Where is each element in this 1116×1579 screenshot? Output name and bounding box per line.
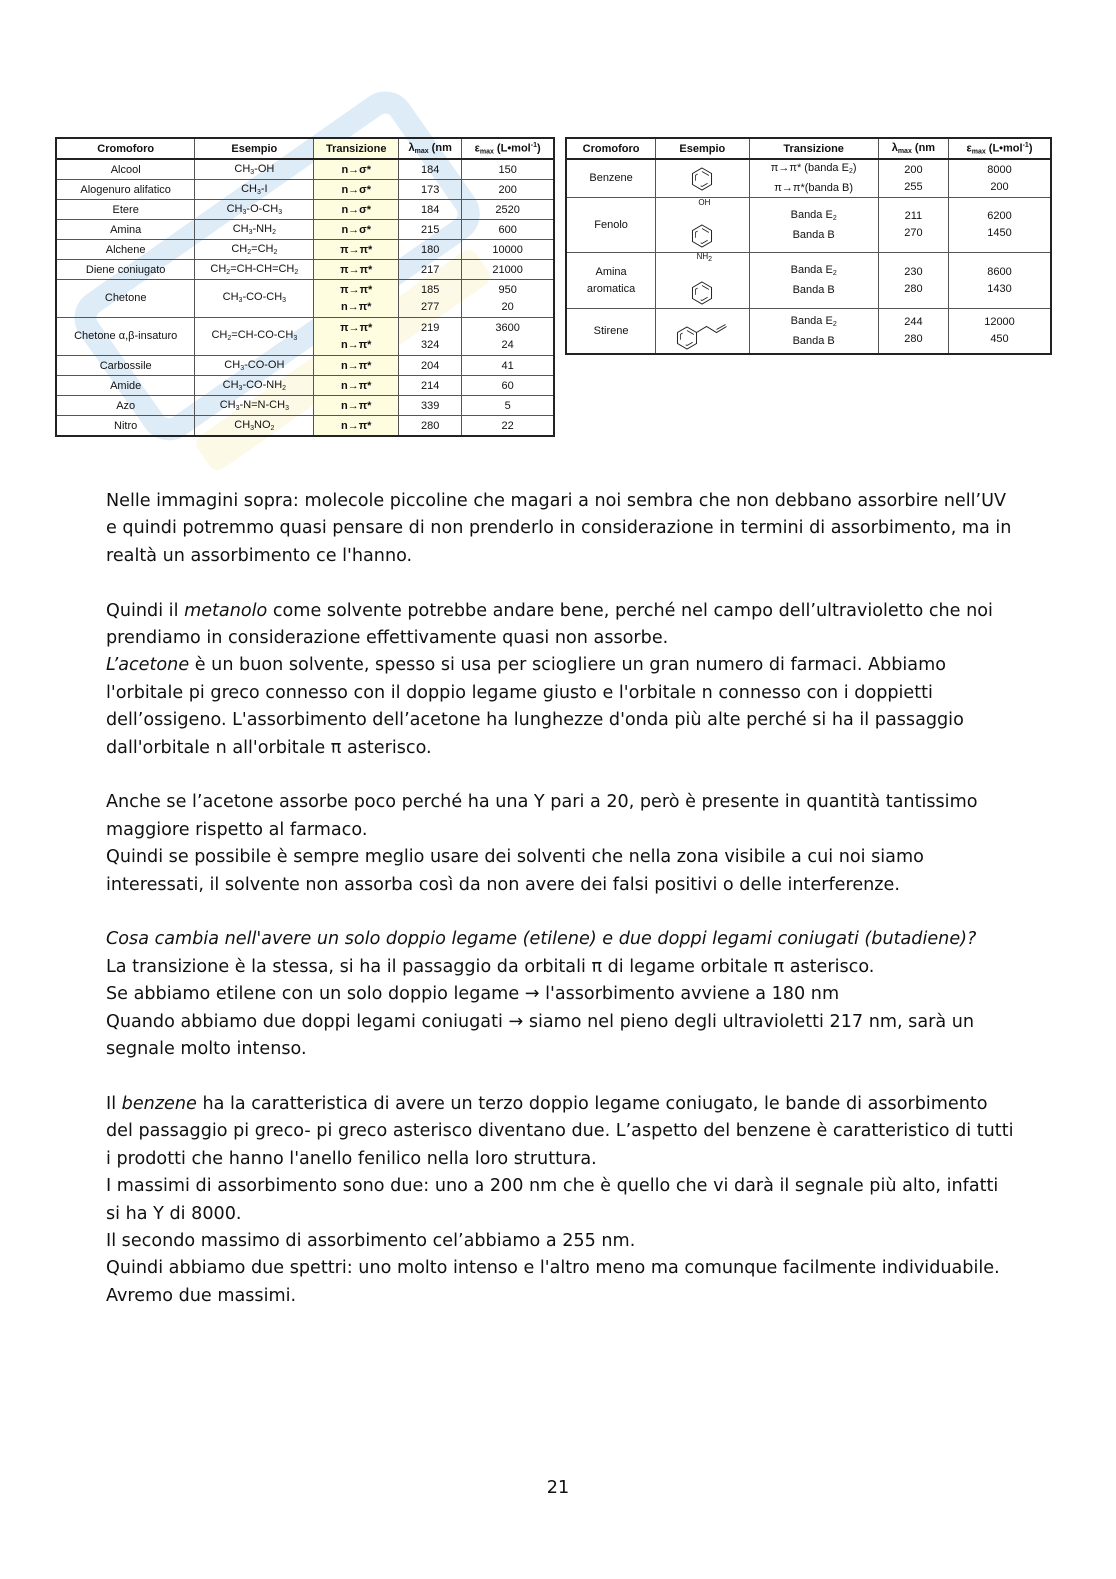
col-lambda: $\lambda_{max}$ (nm [399,138,462,159]
cell-lambda [399,240,462,260]
table-row [56,240,554,260]
question: Cosa cambia nell'avere un solo doppio legame (etilene) e due doppi legami coniugati (butadiene)? [106,929,977,950]
table-row [56,260,554,280]
cell-cromoforo [566,253,656,309]
paragraph: Anche se l’acetone assorbe poco perché ha una Y pari a 20, però è presente in quantità tantissimo maggiore rispetto al farmaco. [106,792,978,840]
cell-epsilon [462,180,554,200]
text: ha la caratteristica di avere un terzo doppio legame coniugato, le bande di assorbimento del passaggio pi greco- pi greco asterisco diventano due. L’aspetto del benzene è caratteristico di tutti i prodotti che hanno l'anello fenilico nella loro struttura. [106,1093,1014,1169]
cell-line: 600 [498,223,517,236]
table-row [56,220,554,240]
cell-line: 8600 [987,265,1012,278]
cell-epsilon [462,416,554,437]
cell-esempio: $CH_3-OH$ [195,159,314,180]
cell-cromoforo: Amide [56,376,195,396]
cell-line: Banda B [792,284,835,296]
paragraph [106,598,1016,653]
cell-line: Banda $E_2$ [790,264,837,277]
cell-line: 200 [990,180,1009,193]
cell-cromoforo: Etere [56,200,195,220]
cell-esempio: $CH_2=CH-CH=CH_2$ [195,260,314,280]
cell-cromoforo: Diene coniugato [56,260,195,280]
cell-line: 200 [904,163,923,176]
cell-epsilon [462,220,554,240]
cell-epsilon [462,159,554,180]
cell-transizione [314,159,399,180]
cell-line: n→π* [341,359,372,372]
cell-line: 5 [504,399,511,412]
cell-line: 280 [904,333,923,345]
cell-lambda [399,356,462,376]
cell-epsilon [462,260,554,280]
cell-line: 1430 [987,282,1012,295]
cell-epsilon [949,198,1052,253]
cell-esempio: $CH_3-NH_2$ [195,220,314,240]
cell-lambda [399,159,462,180]
page-number: 21 [546,1478,570,1498]
cell-lambda [399,200,462,220]
cell-epsilon [462,200,554,220]
cell-lambda [878,159,948,198]
table-row [56,416,554,437]
cell-cromoforo: Stirene [566,309,656,355]
emphasis: L’acetone [106,655,190,676]
paragraph [106,1091,1016,1173]
cell-line: 2520 [495,203,520,216]
table-header-row [566,138,1051,159]
benzene-ring-icon [687,264,717,308]
cell-esempio: $CH_2=CH-CO-CH_3$ [195,318,314,356]
cell-epsilon [462,280,554,318]
cell-line: 180 [420,243,440,256]
cell-transizione [314,396,399,416]
cell-line: 950 [498,283,517,296]
cell-line: 230 [904,265,923,278]
cell-esempio [656,253,749,309]
cell-esempio: $CH_3-CO-NH_2$ [195,376,314,396]
paragraph [106,652,1016,762]
cell-epsilon [949,253,1052,309]
cell-line: Banda $E_2$ [790,208,837,222]
cell-line: 211 [904,210,923,222]
cell-cromoforo: Alogenuro alifatico [56,180,195,200]
cell-line: π→π* [340,321,373,334]
cell-transizione [314,240,399,260]
aromatic-table [565,137,1052,355]
cell-line: 10000 [492,243,523,256]
cell-cromoforo: Alcool [56,159,195,180]
cell-line: π→π* (banda $E_2$) [770,162,857,175]
paragraph [106,926,1016,953]
paragraph: Quindi se possibile è sempre meglio usare dei solventi che nella zona visibile a cui noi siamo interessati, il solvente non assorba così da non avere dei falsi positivi o delle interferenze. [106,847,924,895]
cell-line: n→π* [341,300,372,313]
paragraph: I massimi di assorbimento sono due: uno a 200 nm che è quello che vi darà il segnale più alto, infatti si ha Y di 8000. [106,1176,999,1224]
cell-line: 24 [501,338,514,351]
table-row [56,396,554,416]
cell-esempio [656,309,749,355]
cell-cromoforo: Azo [56,396,195,416]
cell-line: 280 [904,282,923,295]
text: Se abbiamo etilene con un solo doppio legame [106,984,520,1005]
cell-line: 8000 [987,163,1012,176]
cell-line: π→π* [340,263,373,276]
cell-line: 219 [420,321,440,334]
cell-line: 280 [420,419,440,432]
paragraph: La transizione è la stessa, si ha il passaggio da orbitali π di legame orbitale π asterisco. [106,956,875,977]
cell-cromoforo: Amina [56,220,195,240]
cell-line: 184 [420,203,440,216]
benzene-ring-icon [672,309,732,353]
cell-transizione [314,220,399,240]
cell-lambda [878,198,948,253]
paragraph: Avremo due massimi. [106,1285,297,1306]
cell-line: n→π* [341,419,372,432]
cell-line: 324 [420,338,440,351]
cell-line: 215 [420,223,440,236]
cell-line: n→σ* [341,223,371,236]
cell-transizione [749,253,878,309]
cell-text: Amina aromatica [586,265,636,295]
cell-epsilon [462,318,554,356]
cell-esempio [656,159,749,198]
cell-cromoforo: Chetone [56,280,195,318]
cell-lambda [399,318,462,356]
arrow-icon: → [508,1011,524,1032]
cell-line: 214 [420,379,440,392]
cell-lambda [399,260,462,280]
cell-line: 204 [420,359,440,372]
cell-line: 21000 [492,263,523,276]
cell-lambda [399,280,462,318]
cell-lambda [399,220,462,240]
text: Quando abbiamo due doppi legami coniugati [106,1011,503,1032]
cell-cromoforo: Carbossile [56,356,195,376]
table-row [56,200,554,220]
cell-transizione [314,260,399,280]
col-esempio: Esempio [656,138,749,159]
cell-transizione [314,318,399,356]
table-row [566,198,1051,253]
cell-transizione [314,280,399,318]
cell-esempio: $CH_3-N=N-CH_3$ [195,396,314,416]
cell-line: n→π* [341,379,372,392]
cell-line: π→π* [340,243,373,256]
substituent-label: OH [698,198,711,207]
benzene-ring-icon [687,207,717,251]
cell-esempio: $CH_3-CO-CH_3$ [195,280,314,318]
cell-epsilon [949,309,1052,355]
table-row [56,159,554,180]
cell-cromoforo: Fenolo [566,198,656,253]
cell-line: Banda B [792,334,835,347]
cell-esempio: $CH_3NO_2$ [195,416,314,437]
paragraph: Nelle immagini sopra: molecole piccoline che magari a noi sembra che non debbano assorbire nell’UV e quindi potremmo quasi pensare di non prenderlo in considerazione in termini di assorbimento, ma in realtà un assorbimento ce l'hanno. [106,491,1012,566]
cell-line: 173 [420,183,440,196]
cell-line: n→π* [341,338,372,351]
text: è un buon solvente, spesso si usa per sciogliere un gran numero di farmaci. Abbiamo l'orbitale pi greco connesso con il doppio legame giusto e l'orbitale n connesso con i doppietti dell’ossigeno. L'assorbimento dell’acetone ha lunghezze d'onda più alte perché si ha il passaggio dall'orbitale n all'orbitale π asterisco. [106,655,964,758]
cell-line: 22 [501,419,514,432]
text: Quindi il [106,600,185,621]
cell-esempio: $CH_3-O-CH_3$ [195,200,314,220]
cell-line: n→σ* [341,203,371,216]
cell-line: 255 [904,180,923,193]
cell-transizione [314,416,399,437]
cell-epsilon [462,240,554,260]
col-lambda: $\lambda_{max}$ (nm [878,138,948,159]
text: Il [106,1093,122,1114]
cell-line: 339 [420,399,440,412]
cell-epsilon [462,376,554,396]
col-esempio: Esempio [195,138,314,159]
cell-line: Banda B [792,228,835,241]
cell-cromoforo: Alchene [56,240,195,260]
cell-cromoforo: Nitro [56,416,195,437]
cell-line: 217 [420,263,440,276]
cell-line: 60 [501,379,514,392]
cell-transizione [749,309,878,355]
cell-line: 1450 [987,227,1012,239]
cell-cromoforo: Benzene [566,159,656,198]
cell-line: 184 [420,163,440,176]
table-row [56,180,554,200]
table-row [56,376,554,396]
paragraph [106,1009,1016,1064]
emphasis: benzene [121,1093,197,1114]
cell-line: 6200 [987,210,1012,222]
cell-line: 450 [990,333,1009,345]
cell-line: n→σ* [341,163,371,176]
table-row [566,159,1051,198]
paragraph: Quindi abbiamo due spettri: uno molto intenso e l'altro meno ma comunque facilmente individuabile. [106,1258,1000,1279]
cell-epsilon [462,396,554,416]
cell-transizione [314,180,399,200]
cell-lambda [878,309,948,355]
paragraph [106,981,1016,1008]
cell-transizione [749,159,878,198]
cell-esempio: $CH_2=CH_2$ [195,240,314,260]
cell-line: 244 [904,316,923,328]
cell-line: 277 [420,300,440,313]
cell-line: Banda $E_2$ [790,314,837,328]
text: l'assorbimento avviene a 180 nm [545,984,840,1005]
cell-lambda [399,376,462,396]
benzene-ring-icon [687,164,717,194]
cell-line: n→π* [341,399,372,412]
chromophore-table [55,137,555,437]
table-row [566,253,1051,309]
cell-line: 185 [420,283,440,296]
table-row [566,309,1051,355]
cell-line: 12000 [984,316,1015,328]
cell-line: 200 [498,183,517,196]
table-row [56,280,554,318]
cell-lambda [399,416,462,437]
cell-line: 270 [904,227,923,239]
cell-epsilon [462,356,554,376]
cell-transizione [314,200,399,220]
cell-lambda [399,396,462,416]
cell-line: π→π*(banda B) [774,182,854,194]
col-cromoforo: Cromoforo [56,138,195,159]
cell-line: 150 [498,163,517,176]
table-row [56,318,554,356]
emphasis: metanolo [184,600,268,621]
cell-line: 41 [501,359,514,372]
cell-lambda [399,180,462,200]
cell-line: n→σ* [341,183,371,196]
cell-epsilon [949,159,1052,198]
col-transizione: Transizione [314,138,399,159]
col-transizione: Transizione [749,138,878,159]
text: siamo nel pieno degli ultravioletti 217 nm, sarà un segnale molto intenso. [106,1011,975,1060]
col-epsilon: $\varepsilon_{max}$ (L•mol$^{-1}$) [949,138,1052,159]
table-row [56,356,554,376]
cell-line: π→π* [340,283,373,296]
cell-line: 3600 [495,321,520,334]
col-cromoforo: Cromoforo [566,138,656,159]
cell-cromoforo: Chetone α,β-insaturo [56,318,195,356]
body-text [106,488,1016,1310]
arrow-icon: → [524,984,540,1005]
text: come solvente potrebbe andare bene, perché nel campo dell’ultravioletto che noi prendiamo in considerazione effettivamente quasi non assorbe. [106,600,993,649]
cell-transizione [314,356,399,376]
cell-lambda [878,253,948,309]
table-header-row [56,138,554,159]
col-epsilon: $\varepsilon_{max}$ (L•mol$^{-1}$) [462,138,554,159]
cell-esempio: $CH_3-I$ [195,180,314,200]
cell-esempio: $CH_3-CO-OH$ [195,356,314,376]
cell-line: 20 [501,300,514,313]
substituent-label: $NH_2$ [696,252,713,263]
cell-transizione [749,198,878,253]
cell-transizione [314,376,399,396]
cell-esempio [656,198,749,253]
paragraph: Il secondo massimo di assorbimento cel’abbiamo a 255 nm. [106,1230,636,1251]
